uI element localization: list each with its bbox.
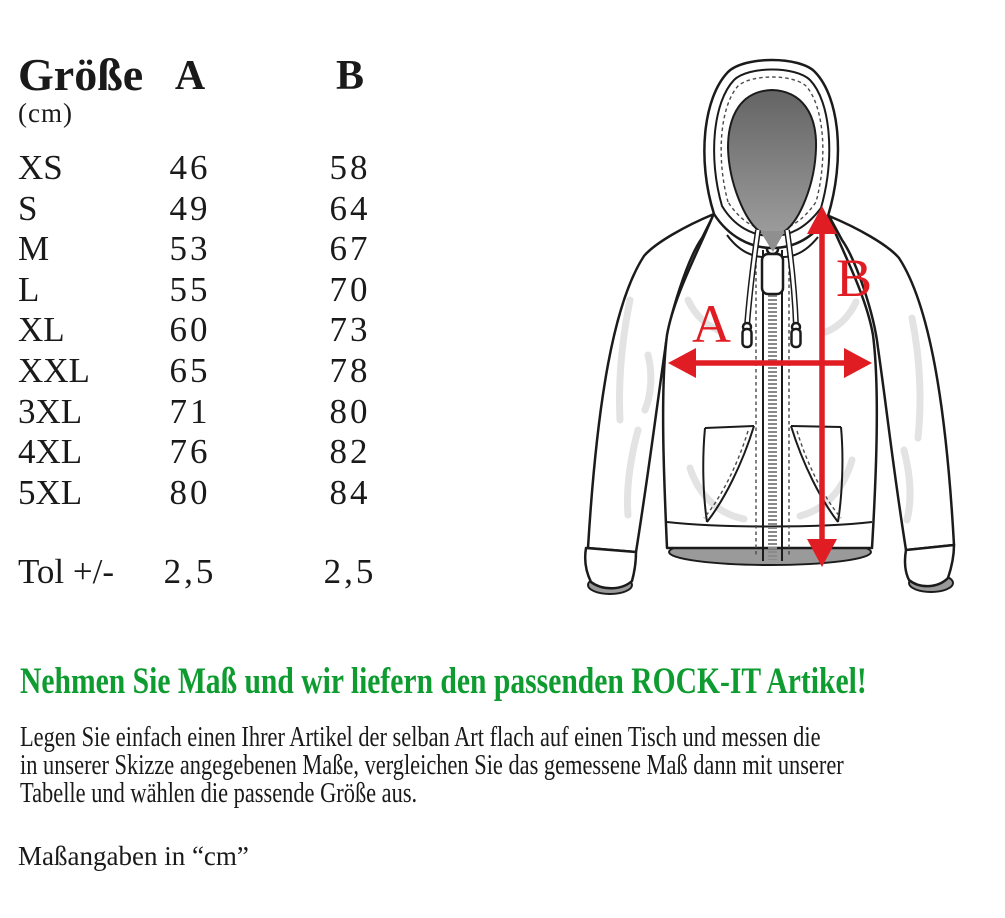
tolerance-row [18,552,418,594]
column-a-header: A [174,53,206,99]
hoodie-measurement-diagram [560,40,1005,620]
b-value-cell: 64 [329,188,371,228]
b-value-cell: 82 [329,432,371,472]
instruction-line: Legen Sie einfach einen Ihrer Artikel der selban Art flach auf einen Tisch und messen die [20,722,821,753]
instruction-line: Tabelle und wählen die passende Größe aus. [20,778,418,809]
table-row [18,392,418,433]
a-value-cell: 55 [169,269,211,309]
size-cell: XL [18,310,65,350]
size-column-header: Größe [18,49,144,100]
units-note: Maßangaben in “cm” [18,841,249,871]
a-value-cell: 76 [169,432,211,472]
instructions-paragraph [20,724,1005,808]
b-value-cell: 80 [329,391,371,431]
table-row [18,189,418,230]
b-value-cell: 84 [329,472,371,512]
a-value-cell: 80 [169,472,211,512]
a-value-cell: 71 [169,391,211,431]
instruction-line: in unserer Skizze angegebenen Maße, vergleichen Sie das gemessene Maß dann mit unserer [20,750,844,781]
b-value-cell: 70 [329,269,371,309]
table-row [18,229,418,270]
size-cell: S [18,188,38,228]
unit-label: (cm) [18,98,73,128]
tolerance-b-value: 2,5 [323,552,377,591]
b-value-cell: 78 [329,350,371,390]
a-value-cell: 46 [169,148,211,187]
size-cell: M [18,229,50,269]
size-chart-rows [18,148,418,513]
table-row [18,351,418,392]
table-row [18,473,418,514]
size-cell: XXL [18,350,90,390]
size-cell: 3XL [18,391,83,431]
b-value-cell: 73 [329,310,371,350]
zipper-slider [762,254,783,294]
b-value-cell: 67 [329,229,371,269]
measure-b-label: B [836,248,873,308]
size-cell: L [18,269,40,309]
tolerance-label: Tol +/- [18,552,115,591]
measure-a-label: A [692,294,731,354]
a-value-cell: 49 [169,188,211,228]
table-row [18,432,418,473]
size-cell: 5XL [18,472,83,512]
size-cell: XS [18,148,63,187]
promo-headline: Nehmen Sie Maß und wir liefern den passenden ROCK-IT Artikel! [20,661,867,702]
a-value-cell: 53 [169,229,211,269]
a-value-cell: 60 [169,310,211,350]
size-cell: 4XL [18,432,83,472]
table-row [18,310,418,351]
table-row [18,270,418,311]
column-b-header: B [335,53,364,99]
b-value-cell: 58 [329,148,371,187]
table-row [18,148,418,189]
a-value-cell: 65 [169,350,211,390]
tolerance-a-value: 2,5 [163,552,217,591]
